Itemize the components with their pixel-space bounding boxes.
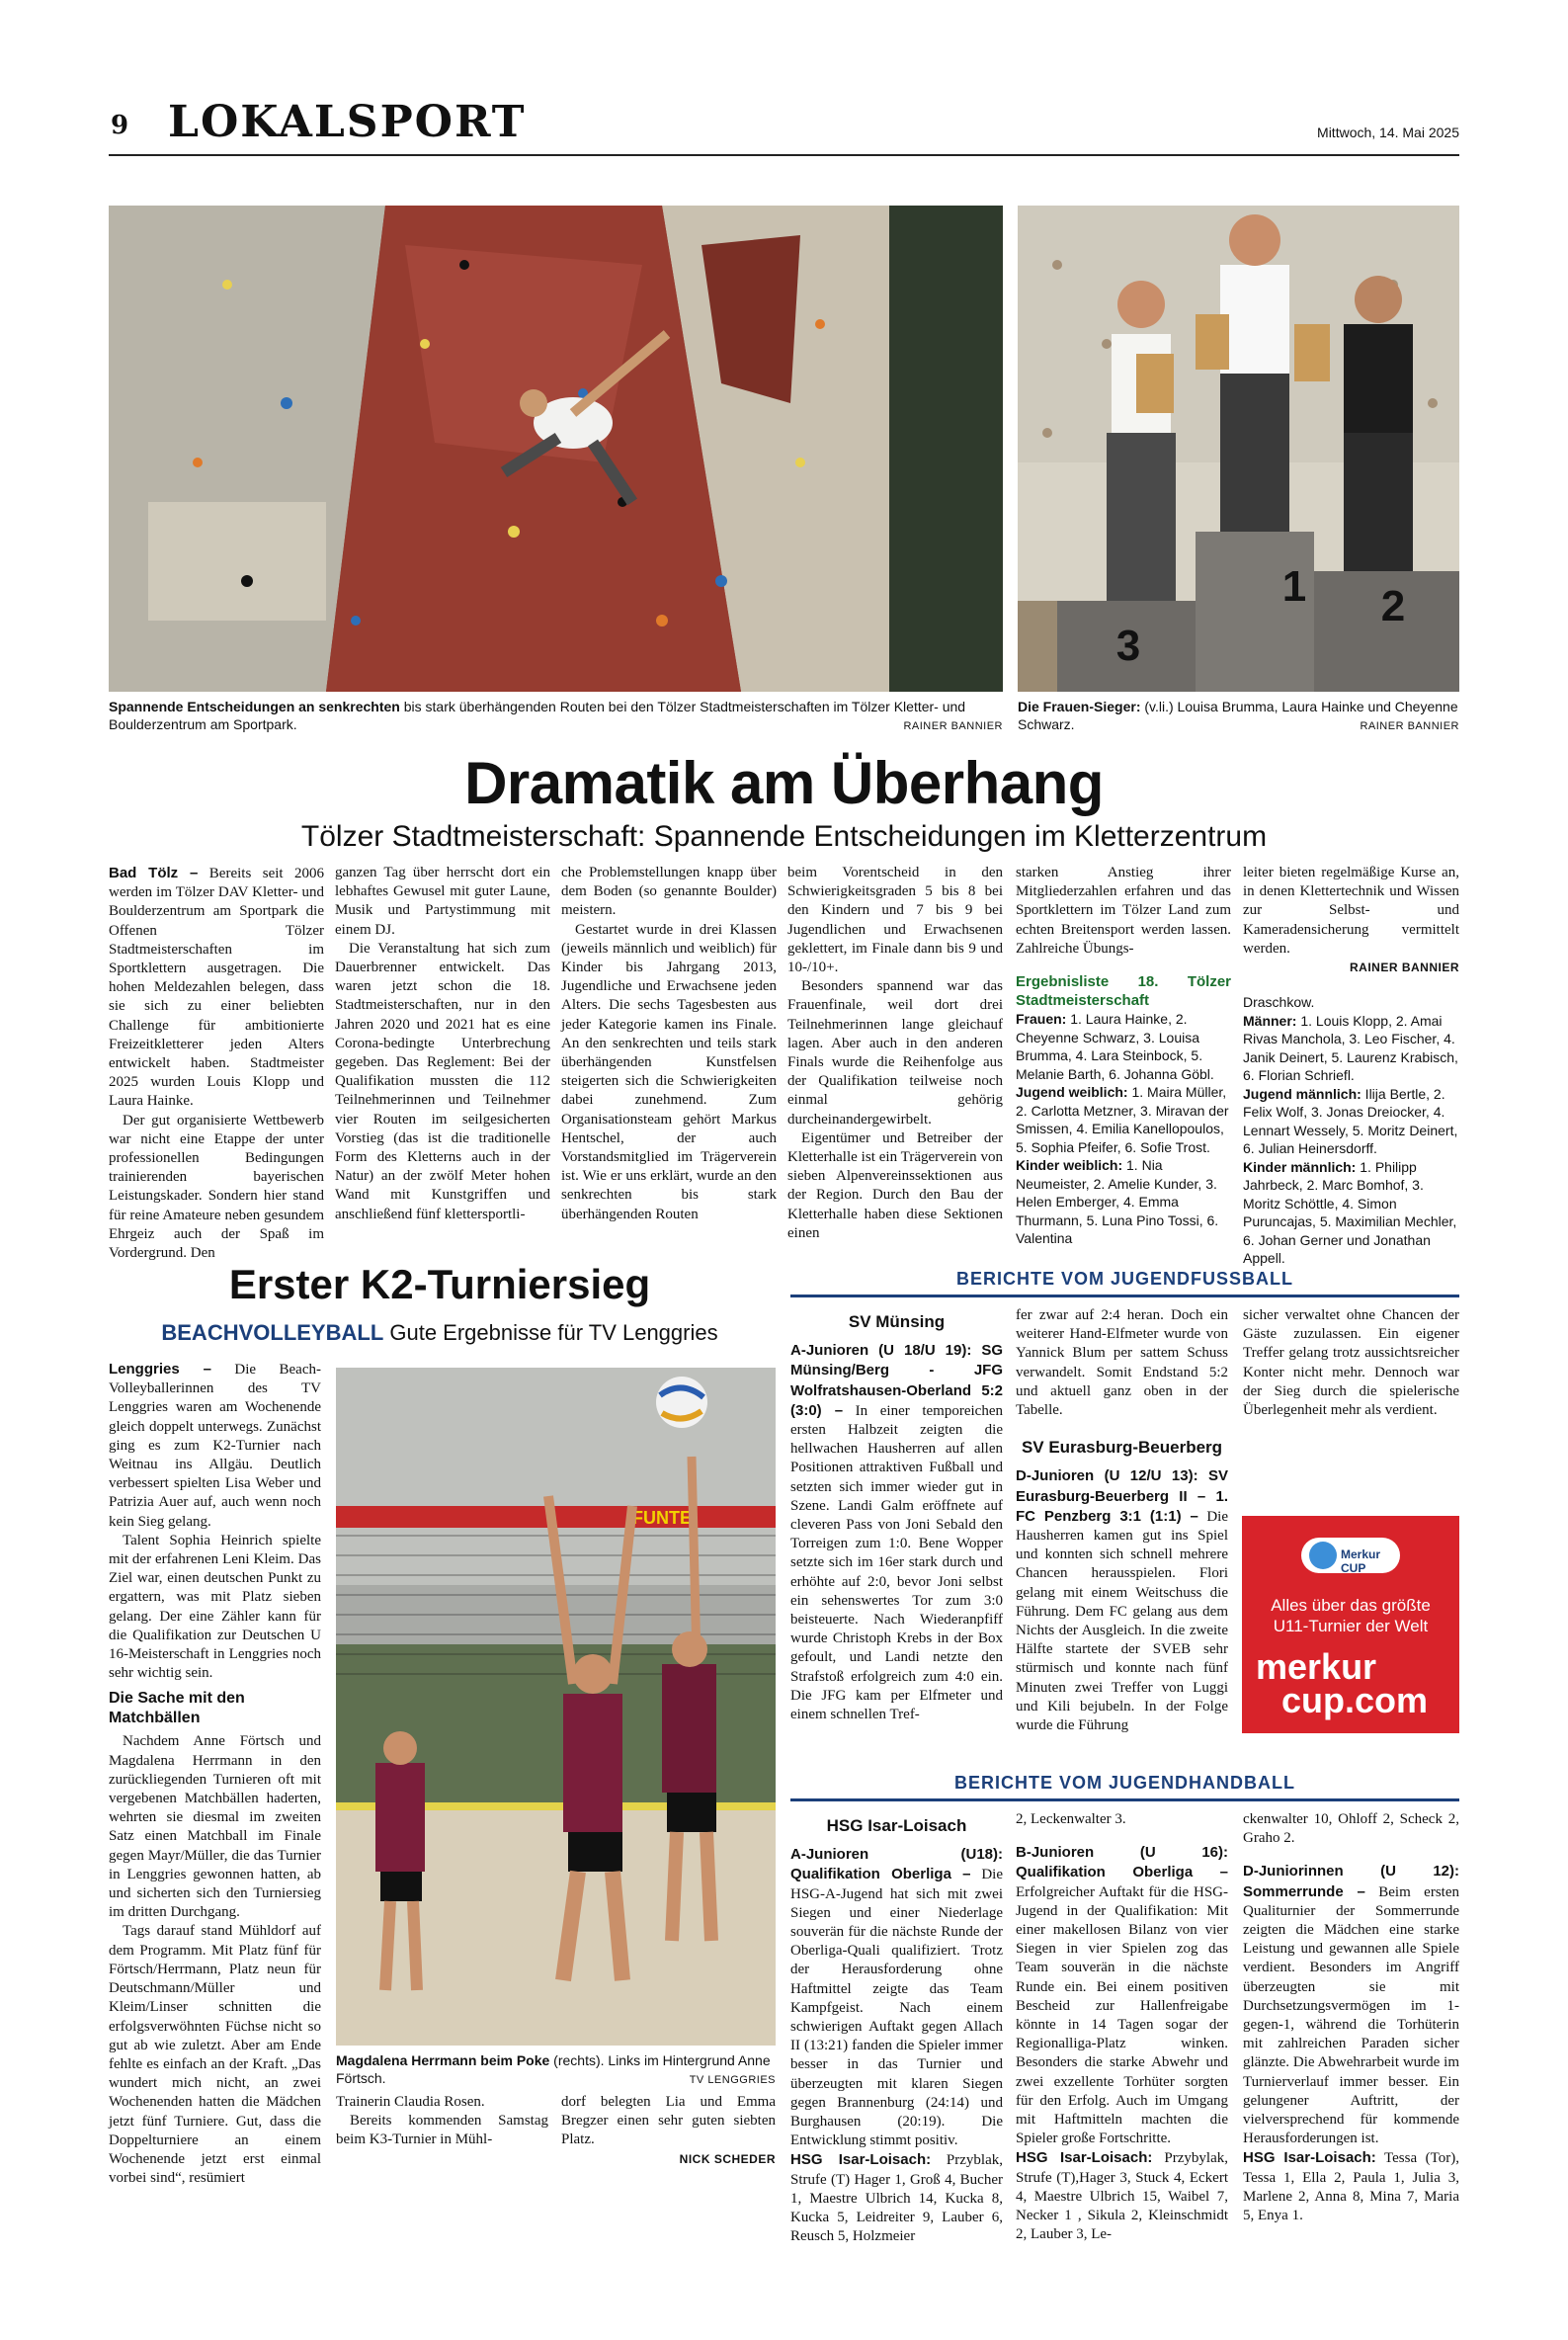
football-col-3: sicher verwaltet ohne Chancen der Gäste zuzulassen. Ein eigener Treffer gelang trotz aussichtsreicher Konter nicht mehr. Dennoch war der Sieg durch die spielerische Überlegenheit mehr als verdient. bbox=[1243, 1307, 1459, 1419]
volleyball-author: NICK SCHEDER bbox=[679, 2151, 776, 2166]
football-col-2: fer zwar auf 2:4 heran. Doch ein weiterer Hand-Elfmeter wurde von Yannick Blum per sattem Schuss verwandelt. Somit Endstand 5:2 und aktuell ganz oben in der Tabelle. SV Eurasburg-Beuerberg D-Junioren (U 12/U 13): SV Eurasburg-Beuerberg II – 1. FC Penzberg 3:1 (1:1) – Die Hausherren kamen gut ins Spiel und konnten sich schnell mehrere Chancen herausspielen. Flori gelang mit einem Weitschuss die Führung. Dem FC gelang aus dem Nichts der Ausgleich. In die zweite Hälfte startete der SVEB sehr stürmisch und konnte nach fünf Minuten zwei Treffer von Luggi und Kili bejubeln. In der Folge wurde die Führung bbox=[1016, 1307, 1228, 1734]
volleyball-article-col-3: dorf belegten Lia und Emma Bregzer einen sehr guten siebten Platz. NICK SCHEDER bbox=[561, 2093, 776, 2169]
volleyball-headline: Erster K2-Turniersieg bbox=[228, 1261, 651, 1307]
issue-date: Mittwoch, 14. Mai 2025 bbox=[1317, 125, 1459, 140]
section-title: LOKALSPORT bbox=[168, 97, 527, 147]
photo-credit: RAINER BANNIER bbox=[903, 720, 1003, 732]
results-list-men: Draschkow. Männer: 1. Louis Klopp, 2. Amai Rivas Manchola, 3. Leo Fischer, 4. Janik Deinert, 5. Laurenz Krabisch, 6. Florian Schriefl. Jugend männlich: Ilija Bertle, 2. Felix Wolf, 3. Jonas Dreiocker, 4. Lennart Wessely, 5. Moritz Deinert, 6. Julian Heinersdorff. Kinder männlich: 1. Philipp Jahrbeck, 2. Marc Bomhof, 3. Moritz Schöttle, 4. Simon Puruncajas, 5. Maximilian Mechler, 6. Johan Gerner und Jonathan Appell. bbox=[1243, 994, 1458, 1267]
climbing-article-col-3: che Problemstellungen knapp über dem Boden (so genannte Boulder) meistern. Gestartet wurde in drei Klassen (jeweils männlich und weiblich) für Kinder bis Jahrgang 2013, Jugendliche und Erwachsene jeden Alters. Die sechs Tagesbesten aus jeder Kategorie kamen ins Finale. An den senkrechten und teils stark überhängenden Kunstfelsen steigerten sich die Schwierigkeiten dabei zunehmend. Zum Organisationsteam gehört Markus Hentschel, der auch Vorstandsmitglied im Trägerverein ist. Wie er uns erklärt, wurde an den senkrechten bis stark überhängenden Routen bbox=[561, 865, 777, 1222]
football-col-1: SV Münsing A-Junioren (U 18/U 19): SG Münsing/Berg - JFG Wolfratshausen-Oberland 5:2 (3:0) – In einer temporeichen ersten Halbzeit zeigten die hellwachen Hausherren auf allen Positionen attraktiven Fußball und setzten sich immer wieder gut in Szene. Landi Galm eröffnete auf cleveren Pass von Joni Sebald den Torreigen zum 1:0. Bene Wopper setzte sich im 16er stark durch und erhöhte auf 2:0, bevor Joni selbst ein sehenswertes Tor zum 3:0 beisteuerte. Nach Wiederanpfiff wurde Christoph Krebs in der Box gefoult, und Landi netzte den Strafstoß erfolgreich zum 4:0 ein. Die JFG kam per Elfmeter und einem schnellen Tref- bbox=[790, 1312, 1003, 1723]
banner-text: FUNTE bbox=[632, 1508, 692, 1528]
climbing-subheadline: Tölzer Stadtmeisterschaft: Spannende Entscheidungen im Kletterzentrum bbox=[300, 820, 1268, 853]
ad-badge: Merkur CUP bbox=[1301, 1538, 1400, 1573]
header-rule bbox=[109, 154, 1459, 156]
ad-logo-line1: merkur bbox=[1256, 1646, 1377, 1687]
handball-box-rule bbox=[790, 1798, 1459, 1801]
volleyball-kicker: BEACHVOLLEYBALL Gute Ergebnisse für TV Lenggries bbox=[161, 1320, 718, 1345]
handball-col-2: 2, Leckenwalter 3. B-Junioren (U 16): Qualifikation Oberliga – Erfolgreicher Auftakt für die HSG-Jugend in der Qualifikation: Mit einer makellosen Bilanz von vier Siegen in vier Spielen zog das Team souverän in die nächste Runde ein. Bei einem positiven Bescheid zur Hallenfreigabe könnte in 14 Tagen sogar der Regionalliga-Platz winken. Besonders die starke Abwehr und zwei exzellente Torhüter sorgten für den Erfolg. Auch im Umgang mit Haftmitteln machten die Spieler große Fortschritte. HSG Isar-Loisach: Przybylak, Strufe (T),Hager 3, Stuck 4, Eckert 4, Maestre Ulbrich 15, Waibel 7, Necker 1 , Sikula 2, Kleinschmidt 2, Lauber 3, Le- bbox=[1016, 1811, 1228, 2243]
volleyball-subheading: Die Sache mit den Matchbällen bbox=[109, 1690, 245, 1727]
ball-icon bbox=[1309, 1542, 1337, 1569]
beachvolleyball-photo bbox=[336, 1368, 776, 2046]
podium-photo bbox=[1018, 206, 1459, 692]
volleyball-photo-caption: Magdalena Herrmann beim Poke (rechts). Links im Hintergrund Anne Förtsch. TV LENGGRIES bbox=[336, 2051, 776, 2089]
merkur-cup-ad[interactable] bbox=[1242, 1516, 1459, 1733]
club-name-hsg-isar-loisach: HSG Isar-Loisach bbox=[826, 1816, 967, 1835]
handball-col-3: ckenwalter 10, Ohloff 2, Scheck 2, Graho 2. D-Juniorinnen (U 12): Sommerrunde – Beim ersten Qualiturnier der Sommerrunde zeigten die Mädchen eine starke Leistung und gewannen alle Spiele verdient. Besonders im Angriff überzeugten sie mit Durchsetzungsvermögen im 1-gegen-1, während die Torhüterin mit zahlreichen Paraden sicher glänzte. Die Abwehrarbeit wurde im Turnierverlauf immer besser. Ein gelungener Auftritt, der vielversprechend für kommende Herausforderungen ist. HSG Isar-Loisach: Tessa (Tor), Tessa 1, Ella 2, Paula 1, Julia 3, Marlene 2, Anna 8, Mina 7, Maria 5, Enya 1. bbox=[1243, 1811, 1459, 2224]
results-list-women: Frauen: 1. Laura Hainke, 2. Cheyenne Schwarz, 3. Louisa Brumma, 4. Lara Steinbock, 5. Melanie Barth, 6. Johanna Göbl. Jugend weiblich: 1. Maira Müller, 2. Carlotta Metzner, 3. Miravan der Smissen, 4. Emilia Kanellopoulos, 5. Sophia Pfeifer, 6. Sofie Trost. Kinder weiblich: 1. Nia Neumeister, 2. Amelie Kunder, 3. Helen Emberger, 4. Emma Thurmann, 5. Luna Pino Tossi, 6. Valentina bbox=[1016, 1011, 1229, 1247]
podium-number-2: 2 bbox=[1380, 582, 1406, 630]
football-box-title: BERICHTE VOM JUGENDFUSSBALL bbox=[955, 1269, 1293, 1289]
volleyball-article-col-1: Lenggries – Die Beach-Volleyballerinnen des TV Lenggries waren am Wochenende gleich doppelt unterwegs. Zunächst ging es zum K2-Turnier nach Weitnau ins Allgäu. Deutlich verbessert spielten Lisa Weber und Patrizia Auer auf, auch wenn noch kein Sieg gelang. Talent Sophia Heinrich spielte mit der erfahrenen Leni Kleim. Das Ziel war, einen deutschen Punkt zu ergattern, was mit Platz sieben gelang. Der eine Zähler kann für die Qualifikation zur Deutschen U 16-Meisterschaft in Lenggries noch sehr wichtig sein. Die Sache mit den Matchbällen Nachdem Anne Förtsch und Magdalena Herrmann in den zurückliegenden Turnieren oft mit vergebenen Matchbällen haderten, wehrten sie diesmal im zweiten Satz einen Matchball im Finale gegen Mayr/Müller, die das Turnier in Lenggries gewonnen hatten, ab und sicherten sich den Turniersieg im dritten Durchgang. Tags darauf stand Mühldorf auf dem Programm. Mit Platz fünf für Förtsch/Herrmann, Platz neun für Deutschmann/Müller und Kleim/Linser schnitten die erfolgsverwöhnten Füchse nicht so gut ab wie zuletzt. Aber am Ende fehlte es einfach an der Kraft. „Das wundert mich nicht, an zwei Wochenenden hatten die Mädchen jetzt fünf Turniere. Gut, dass die Doppelturniere an einem Wochenende jetzt erst einmal vorbei sind“, resümiert bbox=[109, 1361, 321, 2187]
ad-logo-line2: cup.com bbox=[1281, 1680, 1429, 1720]
results-heading: Ergebnisliste 18. Tölzer Stadtmeisterschaft bbox=[1016, 973, 1231, 1010]
climbing-article-col-6: leiter bieten regelmäßige Kurse an, in denen Klettertechnik und Wissen zur Selbst- und Kameradensicherung vermittelt werden. RAINER BANNIER Draschkow. Männer: 1. Louis Klopp, 2. Amai Rivas Manchola, 3. Leo Fischer, 4. Janik Deinert, 5. Laurenz Krabisch, 6. Florian Schriefl. Jugend männlich: Ilija Bertle, 2. Felix Wolf, 3. Jonas Dreiocker, 4. Lennart Wessely, 5. Moritz Deinert, 6. Julian Heinersdorff. Kinder männlich: 1. Philipp Jahrbeck, 2. Marc Bomhof, 3. Moritz Schöttle, 4. Simon Puruncajas, 5. Maximilian Mechler, 6. Johan Gerner und Jonathan Appell. bbox=[1243, 865, 1459, 1267]
podium-number-1: 1 bbox=[1281, 562, 1307, 611]
climbing-article-col-2: ganzen Tag über herrscht dort ein lebhaftes Gewusel mit guter Laune, Musik und Partystimmung mit einem DJ. Die Veranstaltung hat sich zum Dauerbrenner entwickelt. Das waren jetzt schon die 18. Stadtmeisterschaften, nur in den Jahren 2020 und 2021 hat es eine Corona-bedingte Unterbrechung gegeben. Das Reglement: Bei der Qualifikation mussten die 112 Teilnehmerinnen und Teilnehmer vier Routen im seilgesicherten Vorstieg (das ist die traditionelle Form des Kletterns auch in der Natur) an der zwölf Meter hohen Wand mit Kunstgriffen und anschließend fünf klettersportli- bbox=[335, 865, 550, 1222]
climbing-article-col-1: Bad Tölz – Bereits seit 2006 werden im Tölzer DAV Kletter- und Boulderzentrum am Sportpark die Offenen Tölzer Stadtmeisterschaften im Sportklettern ausgetragen. Die hohen Meldezahlen belegen, dass sie sich zu einer beliebten Challenge für ambitionierte Freizeitkletterer jeden Alters entwickelt haben. Stadtmeister 2025 wurden Louis Klopp und Laura Hainke. Der gut organisierte Wettbewerb war nicht eine Etappe der unter professionellen Bedingungen trainierenden bayerischen Leistungskader. Sondern hier stand für reine Amateure neben gesundem Ehrgeiz auch der Spaß im Vordergrund. Den bbox=[109, 865, 324, 1262]
club-name-sv-muensing: SV Münsing bbox=[848, 1312, 946, 1331]
climbing-author: RAINER BANNIER bbox=[1349, 961, 1459, 975]
ad-text: Alles über das größte U11-Turnier der Welt bbox=[1271, 1596, 1431, 1635]
climbing-headline: Dramatik am Überhang bbox=[464, 750, 1104, 816]
handball-col-1: HSG Isar-Loisach A-Junioren (U18): Qualifikation Oberliga – Die HSG-A-Jugend hat sich mit zwei Siegen und einer Niederlage souverän für die nächste Runde der Oberliga-Quali qualifiziert. Trotz der Herausforderung ohne Haftmittel zeigte das Team Kampfgeist. Nach einem schwierigen Auftakt gegen Allach II (13:21) fanden die Spieler immer besser in das Turnier und überzeugten mit klaren Siegen gegen Brannenburg (24:14) und Burghausen (20:19). Die Entwicklung stimmt positiv. HSG Isar-Loisach: Przyblak, Strufe (T) Hager 1, Groß 4, Bucher 1, Maestre Ulbrich 14, Kucka 8, Kucka 5, Leidreiter 9, Lauber 6, Reusch 5, Holzmeier bbox=[790, 1816, 1003, 2245]
climbing-article-col-4: beim Vorentscheid in den Schwierigkeitsgraden 5 bis 8 bei den Kindern und 7 bis 9 bei Jugendlichen und Erwachsenen geklettert, im Finale dann bis 9 und 10-/10+. Besonders spannend war das Frauenfinale, weil dort drei Teilnehmerinnen lange gleichauf lagen. Aber auch in den anderen Finals wurde die Reihenfolge aus der Qualifikation teilweise noch einmal gehörig durcheinandergewirbelt. Eigentümer und Betreiber der Kletterhalle ist ein Trägerverein von sieben Alpenvereinssektionen aus der Region. Durch den Bau der Kletterhalle haben diese Sektionen einen bbox=[787, 865, 1003, 1241]
handball-box-title: BERICHTE VOM JUGENDHANDBALL bbox=[953, 1773, 1295, 1793]
climbing-wall-photo bbox=[109, 206, 1003, 692]
football-box-rule bbox=[790, 1295, 1459, 1297]
climbing-photo-caption: Spannende Entscheidungen an senkrechten bis stark überhängenden Routen bei den Tölzer Stadtmeisterschaften im Tölzer Kletter- und Boulderzentrum am Sportpark. RAINER BANNIER bbox=[109, 698, 1003, 735]
climbing-article-col-5: starken Anstieg ihrer Mitgliederzahlen erfahren und das Sportklettern im Tölzer Land zum echten Breitensport werden lassen. Zahlreiche Übungs- Ergebnisliste 18. Tölzer Stadtmeisterschaft Frauen: 1. Laura Hainke, 2. Cheyenne Schwarz, 3. Louisa Brumma, 4. Lara Steinbock, 5. Melanie Barth, 6. Johanna Göbl. Jugend weiblich: 1. Maira Müller, 2. Carlotta Metzner, 3. Miravan der Smissen, 4. Emilia Kanellopoulos, 5. Sophia Pfeifer, 6. Sofie Trost. Kinder weiblich: 1. Nia Neumeister, 2. Amelie Kunder, 3. Helen Emberger, 4. Emma Thurmann, 5. Luna Pino Tossi, 6. Valentina bbox=[1016, 865, 1231, 1247]
podium-number-3: 3 bbox=[1115, 622, 1141, 670]
photo-credit: RAINER BANNIER bbox=[1360, 720, 1459, 732]
club-name-sv-eurasburg: SV Eurasburg-Beuerberg bbox=[1021, 1438, 1223, 1458]
photo-credit: TV LENGGRIES bbox=[689, 2074, 776, 2086]
volleyball-article-col-2: Trainerin Claudia Rosen. Bereits kommenden Samstag beim K3-Turnier in Mühl- bbox=[336, 2094, 548, 2148]
podium-photo-caption: Die Frauen-Sieger: (v.li.) Louisa Brumma, Laura Hainke und Cheyenne Schwarz. RAINER BANNIER bbox=[1018, 698, 1459, 735]
page-number: 9 bbox=[111, 111, 129, 140]
